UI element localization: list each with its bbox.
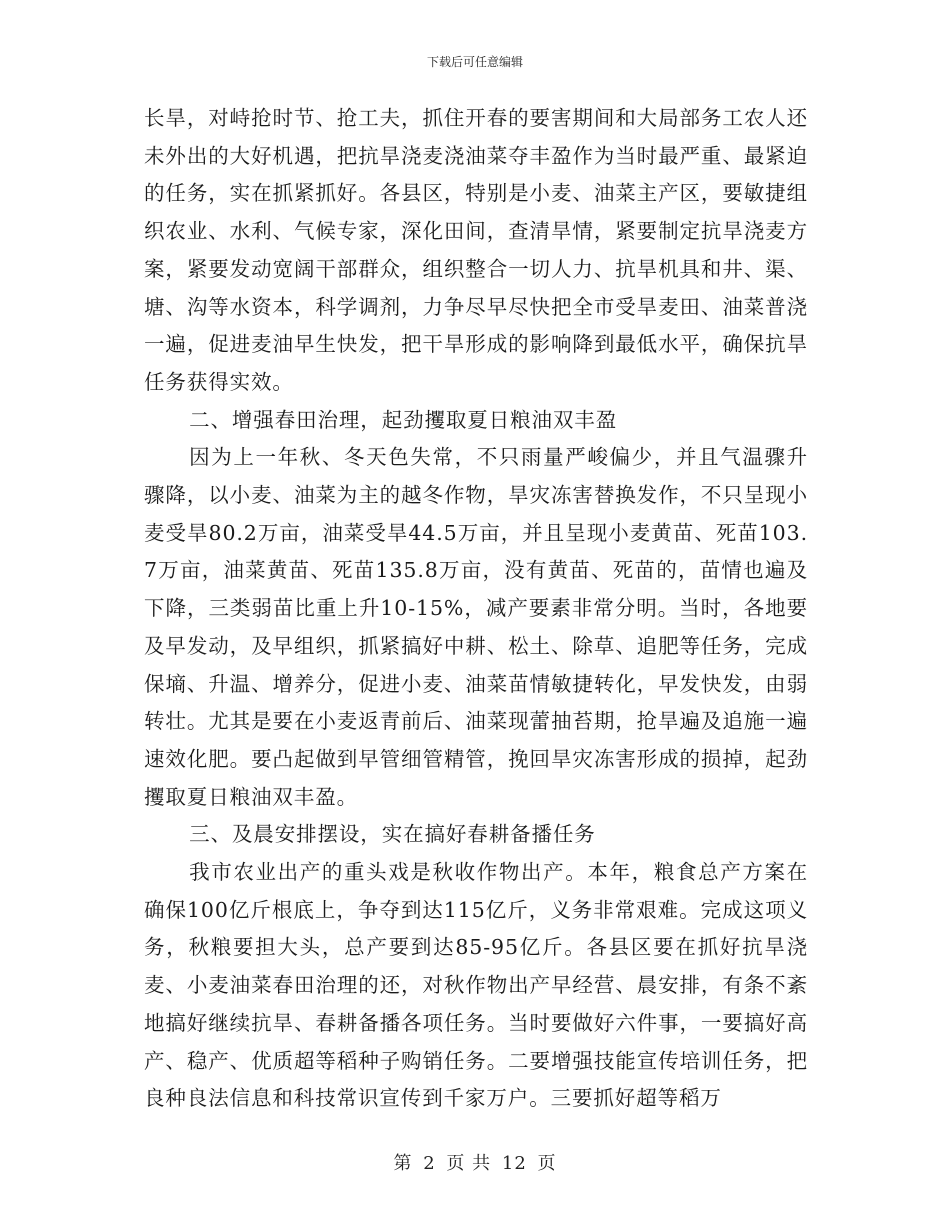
footer-total-pages: 12 <box>501 1153 527 1174</box>
paragraph-continuation: 长旱，对峙抢时节、抢工夫，抓住开春的要害期间和大局部务工农人还未外出的大好机遇，把抗旱浇麦浇油菜夺丰盈作为当时最严重、最紧迫的任务，实在抓紧抓好。各县区，特别是小麦、油菜主产区，要敏捷组织农业、水利、气候专家，深化田间，查清旱情，紧要制定抗旱浇麦方案，紧要发动宽阔干部群众，组织整合一切人力、抗旱机具和井、渠、塘、沟等水资本，科学调剂，力争尽早尽快把全市受旱麦田、油菜普浇一遍，促进麦油早生快发，把干旱形成的影响降到最低水平，确保抗旱任务获得实效。 <box>144 106 808 394</box>
footer-suffix: 页 <box>537 1153 557 1174</box>
footer-middle: 页 共 <box>446 1153 492 1174</box>
section-heading-2: 二、增强春田治理，起劲攫取夏日粮油双丰盈 <box>189 407 618 432</box>
page-footer <box>0 1153 950 1175</box>
footer-current-page: 2 <box>423 1153 436 1174</box>
document-body <box>144 100 808 1118</box>
paragraph-spring-plowing: 我市农业出产的重头戏是秋收作物出产。本年，粮食总产方案在确保100亿斤根底上，争夺到达115亿斤，义务非常艰难。完成这项义务，秋粮要担大头，总产要到达85-95亿斤。各县区要在抓好抗旱浇麦、小麦油菜春田治理的还，对秋作物出产早经营、晨安排，有条不紊地搞好继续抗旱、春耕备播各项任务。当时要做好六件事，一要搞好高产、稳产、优质超等稻种子购销任务。二要增强技能宣传培训任务，把良种良法信息和科技常识宣传到千家万户。三要抓好超等稻万 <box>144 860 808 1111</box>
page-header: 下载后可任意编辑 <box>426 55 523 69</box>
paragraph-spring-field: 因为上一年秋、冬天色失常，不只雨量严峻偏少，并且气温骤升骤降，以小麦、油菜为主的越冬作物，旱灾冻害替换发作，不只呈现小麦受旱80.2万亩，油菜受旱44.5万亩，并且呈现小麦黄苗、死苗103.7万亩，油菜黄苗、死苗135.8万亩，没有黄苗、死苗的，苗情也遍及下降，三类弱苗比重上升10-15%，减产要素非常分明。当时，各地要及早发动，及早组织，抓紧搞好中耕、松土、除草、追肥等任务，完成保墒、升温、增养分，促进小麦、油菜苗情敏捷转化，早发快发，由弱转壮。尤其是要在小麦返青前后、油菜现蕾抽苔期，抢旱遍及追施一遍速效化肥。要凸起做到早管细管精管，挽回旱灾冻害形成的损掉，起劲攫取夏日粮油双丰盈。 <box>144 445 808 809</box>
section-heading-3: 三、及晨安排摆设，实在搞好春耕备播任务 <box>189 822 596 847</box>
footer-prefix: 第 <box>393 1153 413 1174</box>
